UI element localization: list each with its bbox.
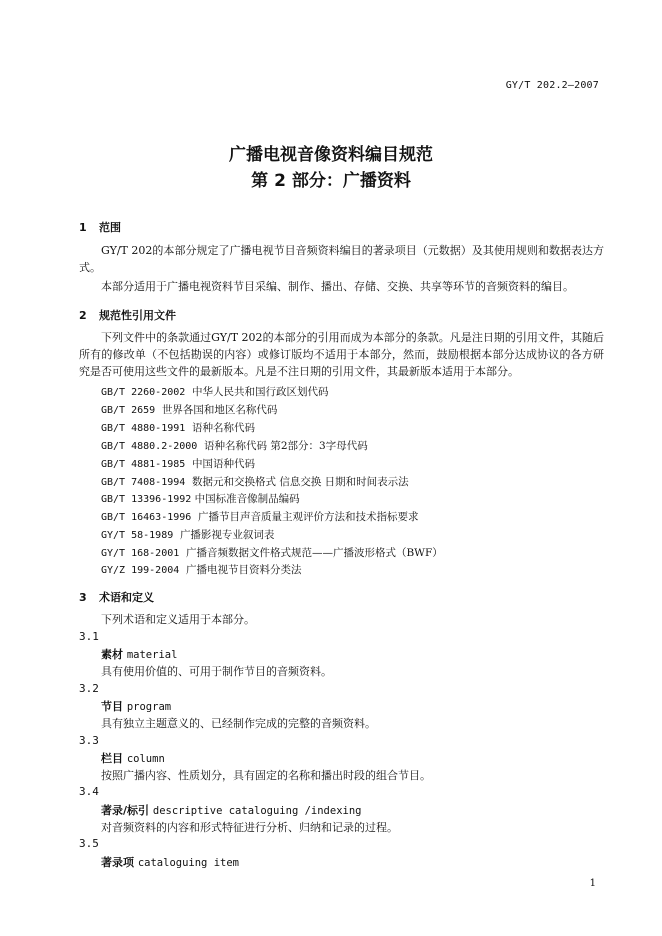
reference-item: GB/T 2260-2002 中华人民共和国行政区划代码 [101,386,329,398]
term-number: 3.5 [79,837,99,850]
section-number: 1 [79,221,87,234]
term-title: 著录项 cataloguing item [101,856,239,869]
term-title: 素材 material [101,648,178,661]
page-number: 1 [589,878,596,889]
section-number: 3 [79,591,87,604]
reference-item: GB/T 13396-1992 中国标准音像制品编码 [101,493,300,505]
section-heading-normative-references [79,307,176,323]
term-definition: 具有独立主题意义的、已经制作完成的完整的音频资料。 [101,717,376,730]
reference-item: GY/T 58-1989 广播影视专业叙词表 [101,529,275,541]
references-intro-paragraph: 下列文件中的条款通过GY/T 202的本部分的引用而成为本部分的条款。凡是注日期的引用文件，其随后所有的修改单（不包括勘误的内容）或修订版均不适用于本部分，然而，鼓励根据本部分达成协议的各方研究是否可使用这些文件的最新版本。凡是不注日期的引用文件，其最新版本适用于本部分。 [79,331,604,378]
term-definition: 对音频资料的内容和形式特征进行分析、归纳和记录的过程。 [101,821,398,834]
reference-item: GB/T 4881-1985 中国语种代码 [101,458,255,470]
document-subtitle: 第 2 部分：广播资料 [251,171,411,191]
scope-paragraph-2: 本部分适用于广播电视资料节目采编、制作、播出、存储、交换、共享等环节的音频资料的编目。 [101,280,574,293]
reference-item: GB/T 2659 世界各国和地区名称代码 [101,404,278,416]
term-definition: 按照广播内容、性质划分，具有固定的名称和播出时段的组合节目。 [101,769,431,782]
section-title: 术语和定义 [99,591,154,604]
section-title: 范围 [99,221,121,234]
term-title: 栏目 column [101,752,165,765]
term-number: 3.1 [79,630,99,643]
section-title: 规范性引用文件 [99,309,176,322]
term-title: 节目 program [101,700,172,713]
term-number: 3.4 [79,785,99,798]
terms-intro: 下列术语和定义适用于本部分。 [101,613,255,626]
reference-item: GB/T 16463-1996 广播节目声音质量主观评价方法和技术指标要求 [101,511,419,523]
section-heading-scope [79,219,121,235]
document-title: 广播电视音像资料编目规范 [229,145,433,165]
section-heading-terms [79,589,154,605]
term-title: 著录/标引 descriptive cataloguing /indexing [101,804,362,817]
term-number: 3.3 [79,734,99,747]
reference-item: GY/Z 199-2004 广播电视节目资料分类法 [101,564,302,576]
reference-item: GB/T 4880.2-2000 语种名称代码 第2部分：3字母代码 [101,440,368,452]
document-code: GY/T 202.2—2007 [505,80,599,91]
term-definition: 具有使用价值的、可用于制作节目的音频资料。 [101,665,332,678]
reference-item: GB/T 7408-1994 数据元和交换格式 信息交换 日期和时间表示法 [101,476,409,488]
reference-item: GB/T 4880-1991 语种名称代码 [101,422,255,434]
reference-item: GY/T 168-2001 广播音频数据文件格式规范——广播波形格式（BWF） [101,547,443,559]
section-number: 2 [79,309,87,322]
scope-paragraph-1: GY/T 202的本部分规定了广播电视节目音频资料编目的著录项目（元数据）及其使用规则和数据表达方式。 [79,244,604,274]
term-number: 3.2 [79,682,99,695]
